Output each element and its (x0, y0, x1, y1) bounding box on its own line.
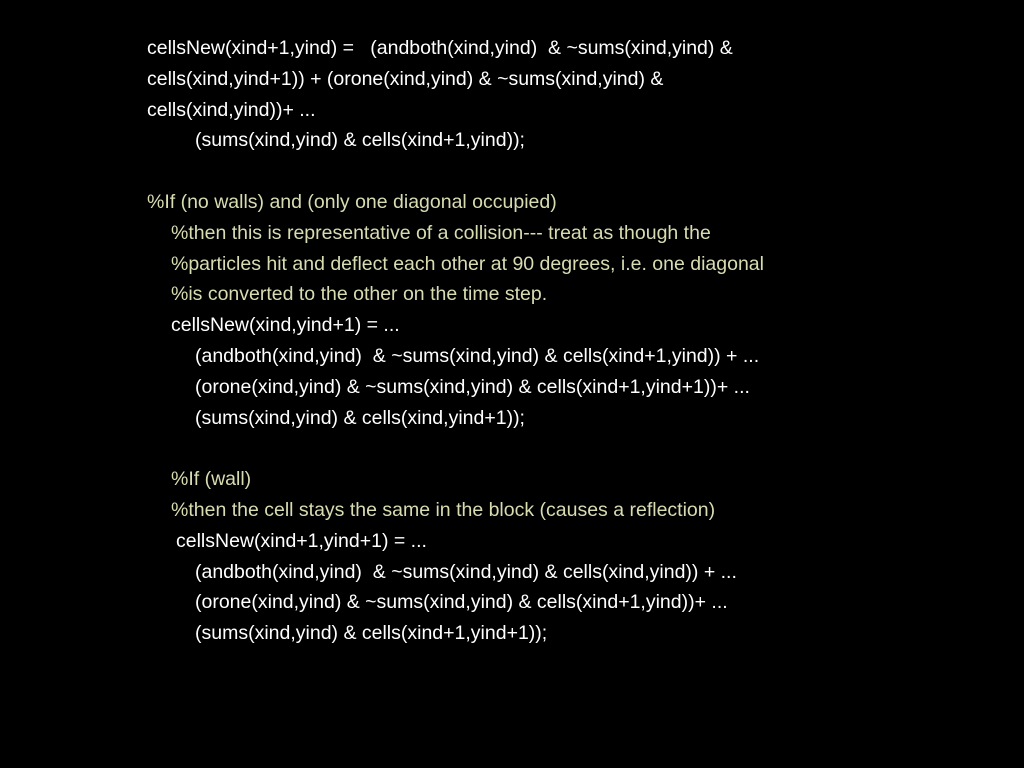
code-line-2: cells(xind,yind+1)) + (orone(xind,yind) & ~sums(xind,yind) & (147, 67, 664, 90)
code-line-6: (andboth(xind,yind) & ~sums(xind,yind) & cells(xind+1,yind)) + ... (195, 344, 760, 367)
code-line-3: cells(xind,yind))+ ... (147, 98, 316, 121)
code-line-8: (sums(xind,yind) & cells(xind,yind+1)); (195, 406, 525, 429)
code-line-10: (andboth(xind,yind) & ~sums(xind,yind) & cells(xind,yind)) + ... (195, 560, 737, 583)
comment-line-5: %If (wall) (171, 468, 252, 491)
blank-line (147, 433, 1007, 464)
code-line-12: (sums(xind,yind) & cells(xind+1,yind+1)); (195, 622, 548, 645)
comment-line-3: %particles hit and deflect each other at 90 degrees, i.e. one diagonal (171, 252, 764, 275)
comment-line-6: %then the cell stays the same in the block (causes a reflection) (171, 498, 716, 521)
code-line-7: (orone(xind,yind) & ~sums(xind,yind) & cells(xind+1,yind+1))+ ... (195, 375, 750, 398)
comment-line-1: %If (no walls) and (only one diagonal occupied) (147, 190, 557, 213)
blank-line (147, 156, 1007, 187)
code-line-4: (sums(xind,yind) & cells(xind+1,yind)); (195, 129, 525, 152)
code-line-11: (orone(xind,yind) & ~sums(xind,yind) & cells(xind+1,yind))+ ... (195, 591, 728, 614)
code-block (147, 33, 1007, 649)
code-line-1: cellsNew(xind+1,yind) = (andboth(xind,yind) & ~sums(xind,yind) & (147, 37, 733, 59)
comment-line-4: %is converted to the other on the time step. (171, 283, 548, 306)
code-line-9: cellsNew(xind+1,yind+1) = ... (176, 529, 427, 552)
comment-line-2: %then this is representative of a collision--- treat as though the (171, 221, 711, 244)
code-line-5: cellsNew(xind,yind+1) = ... (171, 314, 400, 337)
